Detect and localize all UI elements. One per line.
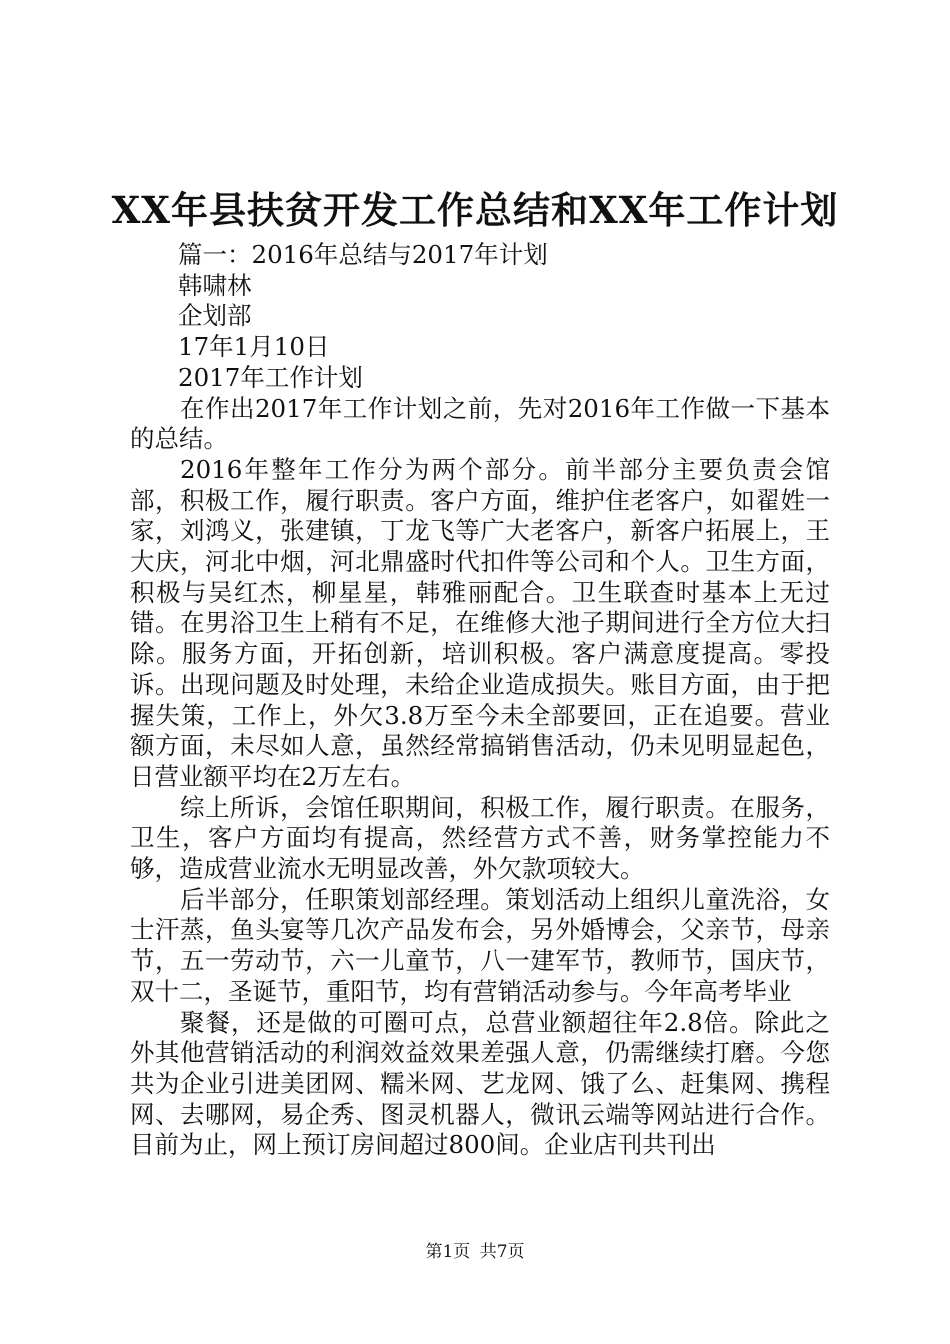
- paragraph-marketing: 聚餐，还是做的可圈可点，总营业额超往年2.8倍。除此之外其他营销活动的利润效益效果差强人意，仍需继续打磨。今您共为企业引进美团网、糯米网、艺龙网、饿了么、赶集网、携程网、去哪网，易企秀、图灵机器人，微讯云端等网站进行合作。目前为止，网上预订房间超过800间。企业店刊共刊出: [130, 1007, 830, 1160]
- paragraph-second-half: 后半部分，任职策划部经理。策划活动上组织儿童洗浴，女士汗蒸，鱼头宴等几次产品发布会，另外婚博会，父亲节，母亲节，五一劳动节，六一儿童节，八一建军节，教师节，国庆节，双十二，圣诞节，重阳节，均有营销活动参与。今年高考毕业: [130, 884, 830, 1006]
- paragraph-summary: 综上所诉，会馆任职期间，积极工作，履行职责。在服务，卫生，客户方面均有提高，然经营方式不善，财务掌控能力不够，造成营业流水无明显改善，外欠款项较大。: [130, 792, 830, 884]
- paragraph-first-half: 2016年整年工作分为两个部分。前半部分主要负责会馆部，积极工作，履行职责。客户方面，维护住老客户，如翟姓一家，刘鸿义，张建镇，丁龙飞等广大老客户，新客户拓展上，王大庆，河北中烟，河北鼎盛时代扣件等公司和个人。卫生方面，积极与吴红杰，柳星星，韩雅丽配合。卫生联查时基本上无过错。在男浴卫生上稍有不足，在维修大池子期间进行全方位大扫除。服务方面，开拓创新，培训积极。客户满意度提高。零投诉。出现问题及时处理，未给企业造成损失。账目方面，由于把握失策，工作上，外欠3.8万至今未全部要回，正在追要。营业额方面，未尽如人意，虽然经常搞销售活动，仍未见明显起色，日营业额平均在2万左右。: [130, 454, 830, 791]
- meta-department: 企划部: [178, 301, 252, 331]
- document-body: [130, 240, 830, 1161]
- meta-author: 韩啸林: [178, 270, 252, 300]
- page-footer: [0, 1240, 950, 1264]
- document-title: XX年县扶贫开发工作总结和XX年工作计划: [111, 188, 839, 232]
- meta-plan-heading: 2017年工作计划: [178, 362, 363, 392]
- page-total: 共7页: [479, 1242, 525, 1262]
- meta-date: 17年1月10日: [178, 332, 330, 362]
- meta-section-heading: 篇一：2016年总结与2017年计划: [178, 240, 548, 269]
- paragraph-intro: 在作出2017年工作计划之前，先对2016年工作做一下基本的总结。: [130, 393, 830, 454]
- page-number: 第1页: [425, 1242, 471, 1262]
